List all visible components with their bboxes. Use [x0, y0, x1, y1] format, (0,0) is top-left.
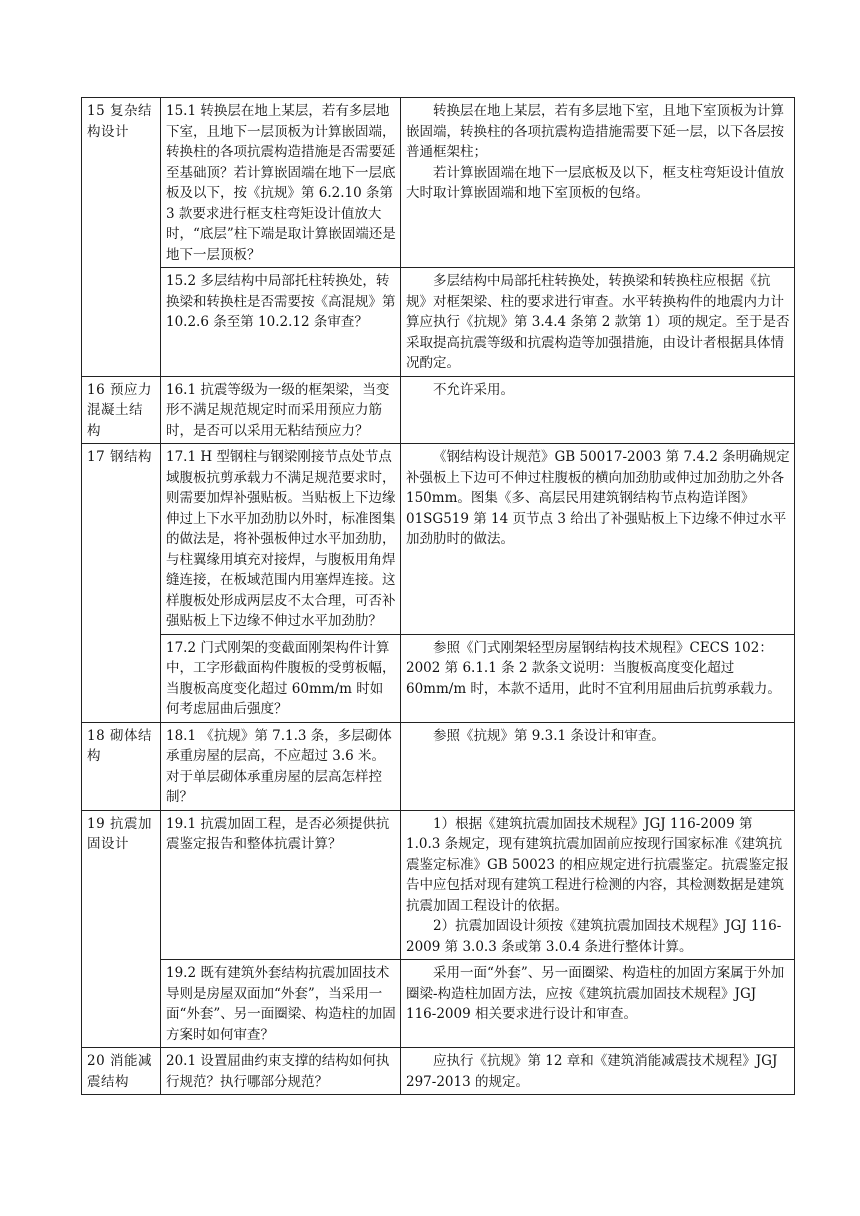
question-cell: 20.1 设置屈曲约束支撑的结构如何执行规范？执行哪部分规范？	[161, 1048, 401, 1095]
answer-paragraph: 应执行《抗规》第 12 章和《建筑消能减震技术规程》JGJ 297-2013 的规定。	[406, 1053, 778, 1090]
table-row	[82, 634, 795, 722]
question-cell: 15.1 转换层在地上某层，若有多层地下室，且地下一层顶板为计算嵌固端，转换柱的各项抗震构造措施是否需要延至基础顶？若计算嵌固端在地下一层底板及以下，按《抗规》第 6.2.10 条第 3 款要求进行框支柱弯矩设计值放大时，“底层”柱下端是取计算嵌固端还是地下一层顶板？	[161, 98, 401, 268]
answer-cell	[401, 98, 795, 268]
answer-paragraph: 1）根据《建筑抗震加固技术规程》JGJ 116-2009 第 1.0.3 条规定，现有建筑抗震加固前应按现行国家标准《建筑抗震鉴定标准》GB 50023 的相应规定进行抗震鉴定。抗震鉴定报告中应包括对现有建筑工程进行检测的内容，其检测数据是建筑抗震加固工程设计的依据。	[406, 815, 789, 914]
table-row	[82, 98, 795, 268]
table-row	[82, 376, 795, 444]
table-row	[82, 268, 795, 377]
answer-paragraph: 转换层在地上某层，若有多层地下室，且地下室顶板为计算嵌固端，转换柱的各项抗震构造措施需要下延一层，以下各层按普通框架柱；	[406, 103, 784, 160]
question-cell: 16.1 抗震等级为一级的框架梁，当变形不满足规范规定时而采用预应力筋时，是否可以采用无粘结预应力？	[161, 376, 401, 444]
answer-paragraph: 若计算嵌固端在地下一层底板及以下，框支柱弯矩设计值放大时取计算嵌固端和地下室顶板的包络。	[406, 164, 784, 201]
question-cell: 17.1 H 型钢柱与钢梁刚接节点处节点域腹板抗剪承载力不满足规范要求时，则需要加焊补强贴板。当贴板上下边缘伸过上下水平加劲肋以外时，标准图集的做法是，将补强板伸过水平加劲肋，与柱翼缘用填充对接焊，与腹板用角焊缝连接，在板域范围内用塞焊连接。这样腹板处形成两层皮不太合理，可否补强贴板上下边缘不伸过水平加劲肋？	[161, 444, 401, 635]
category-cell: 16 预应力混凝土结构	[82, 376, 161, 444]
answer-cell	[401, 722, 795, 810]
category-cell: 15 复杂结构设计	[82, 98, 161, 377]
answer-cell	[401, 268, 795, 377]
answer-cell	[401, 1048, 795, 1095]
answer-paragraph: 参照《抗规》第 9.3.1 条设计和审查。	[433, 727, 665, 744]
table-row	[82, 810, 795, 960]
question-cell: 15.2 多层结构中局部托柱转换处，转换梁和转换柱是否需要按《高混规》第 10.2.6 条至第 10.2.12 条审查？	[161, 268, 401, 377]
category-cell: 19 抗震加固设计	[82, 810, 161, 1048]
answer-paragraph: 2）抗震加固设计须按《建筑抗震加固技术规程》JGJ 116-2009 第 3.0.3 条或第 3.0.4 条进行整体计算。	[406, 918, 782, 955]
question-cell: 17.2 门式刚架的变截面刚架构件计算中，工字形截面构件腹板的受剪板幅，当腹板高度变化超过 60mm/m 时如何考虑屈曲后强度？	[161, 634, 401, 722]
answer-paragraph: 参照《门式刚架轻型房屋钢结构技术规程》CECS 102：2002 第 6.1.1 条 2 款条文说明：当腹板高度变化超过 60mm/m 时，本款不适用，此时不宜利用屈曲后抗剪承载力。	[406, 639, 781, 697]
answer-cell	[401, 444, 795, 635]
question-cell: 19.1 抗震加固工程，是否必须提供抗震鉴定报告和整体抗震计算？	[161, 810, 401, 960]
answer-paragraph: 多层结构中局部托柱转换处，转换梁和转换柱应根据《抗规》对框架梁、柱的要求进行审查。水平转换构件的地震内力计算应执行《抗规》第 3.4.4 条第 2 款第 1）项的规定。至于是否采取提高抗震等级和抗震构造等加强措施，由设计者根据具体情况酌定。	[406, 273, 790, 371]
table-row	[82, 722, 795, 810]
table-row	[82, 444, 795, 635]
answer-cell	[401, 810, 795, 960]
answer-cell	[401, 634, 795, 722]
answer-paragraph: 《钢结构设计规范》GB 50017-2003 第 7.4.2 条明确规定补强板上下边可不伸过柱腹板的横向加劲肋或伸过加劲肋之外各 150mm。图集《多、高层民用建筑钢结构节点构造详图》01SG519 第 14 页节点 3 给出了补强贴板上下边缘不伸过水平加劲肋时的做法。	[406, 449, 790, 547]
question-cell: 18.1 《抗规》第 7.1.3 条，多层砌体承重房屋的层高，不应超过 3.6 米。对于单层砌体承重房屋的层高怎样控制？	[161, 722, 401, 810]
table-row	[82, 1048, 795, 1095]
answer-paragraph: 不允许采用。	[433, 381, 514, 398]
question-cell: 19.2 既有建筑外套结构抗震加固技术导则是房屋双面加“外套”，当采用一面“外套”、另一面圈梁、构造柱的加固方案时如何审查？	[161, 960, 401, 1048]
answer-cell	[401, 960, 795, 1048]
qa-table	[81, 97, 795, 1095]
category-cell: 20 消能减震结构	[82, 1048, 161, 1095]
answer-paragraph: 采用一面“外套”、另一面圈梁、构造柱的加固方案属于外加圈梁-构造柱加固方法，应按《建筑抗震加固技术规程》JGJ 116-2009 相关要求进行设计和审查。	[406, 965, 785, 1022]
table-row	[82, 960, 795, 1048]
category-cell: 17 钢结构	[82, 444, 161, 723]
category-cell: 18 砌体结构	[82, 722, 161, 810]
answer-cell	[401, 376, 795, 444]
